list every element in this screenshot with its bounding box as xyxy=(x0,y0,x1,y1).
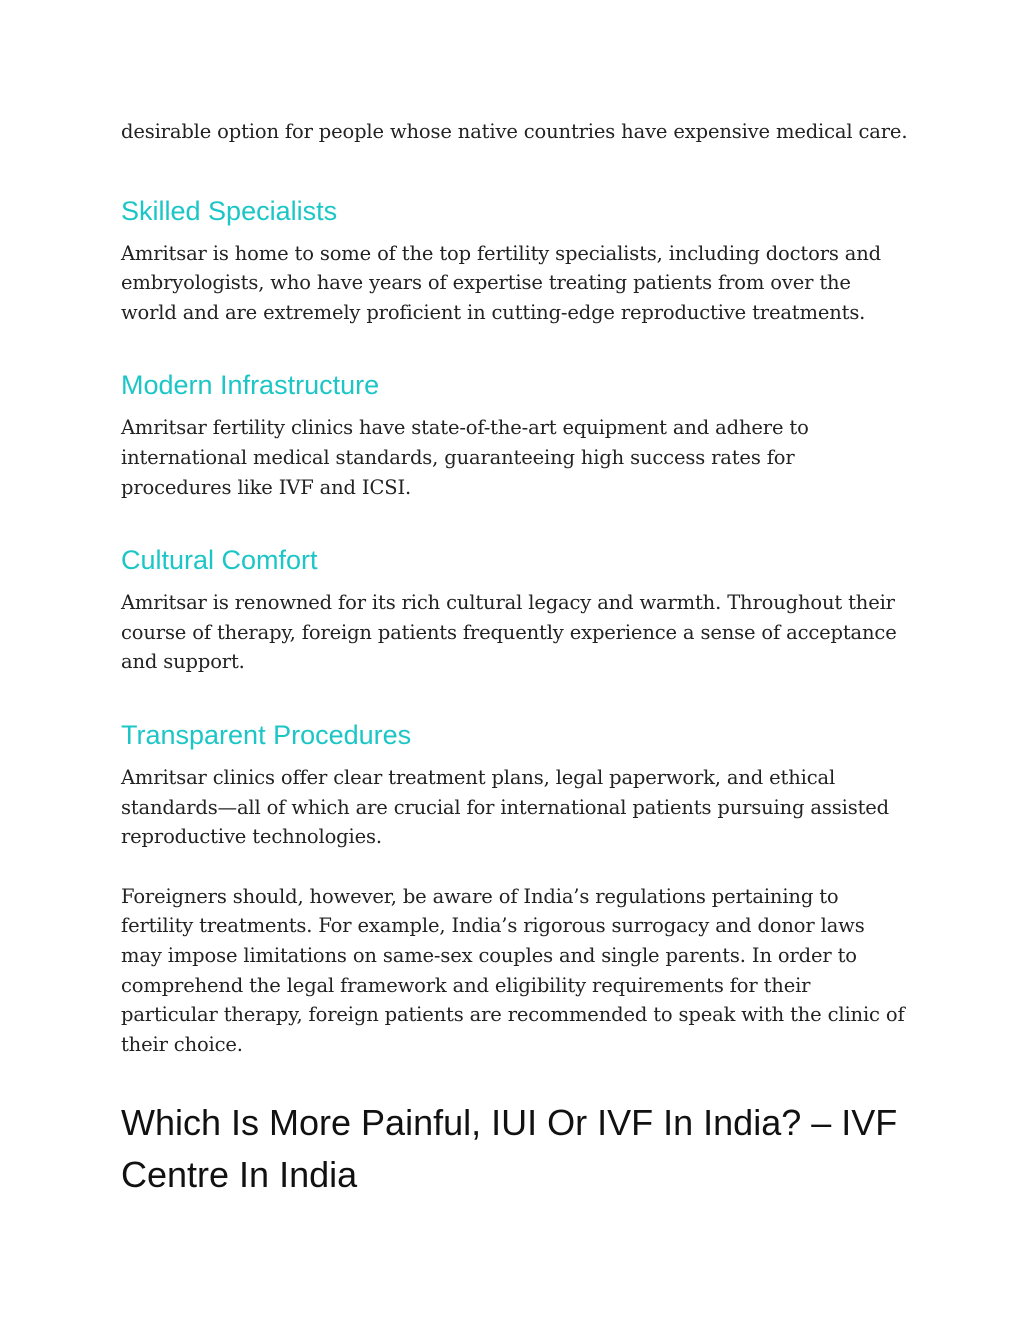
document-page xyxy=(121,117,911,1201)
section-heading-modern-infrastructure: Modern Infrastructure xyxy=(121,370,380,401)
section-heading-transparent-procedures: Transparent Procedures xyxy=(121,719,412,750)
next-article-heading: Which Is More Painful, IUI Or IVF In India? – IVF Centre In India xyxy=(121,1102,898,1196)
intro-paragraph: desirable option for people whose native countries have expensive medical care. xyxy=(121,120,908,143)
section-heading-cultural-comfort: Cultural Comfort xyxy=(121,545,318,576)
closing-paragraph: Foreigners should, however, be aware of India’s regulations pertaining to fertility treatments. For example, India’s rigorous surrogacy and donor laws may impose limitations on same-sex couples and single parents. In order to comprehend the legal framework and eligibility requirements for their particular therapy, foreign patients are recommended to speak with the clinic of their choice. xyxy=(121,884,905,1056)
section-heading-skilled-specialists: Skilled Specialists xyxy=(121,195,338,226)
section-body-transparent-procedures: Amritsar clinics offer clear treatment plans, legal paperwork, and ethical standards—all of which are crucial for international patients pursuing assisted reproductive technologies. xyxy=(121,765,889,849)
section-body-cultural-comfort: Amritsar is renowned for its rich cultural legacy and warmth. Throughout their course of therapy, foreign patients frequently experience a sense of acceptance and support. xyxy=(121,591,897,674)
section-body-skilled-specialists: Amritsar is home to some of the top fertility specialists, including doctors and embryologists, who have years of expertise treating patients from over the world and are extremely proficient in cutting-edge reproductive treatments. xyxy=(121,241,881,324)
section-body-modern-infrastructure: Amritsar fertility clinics have state-of-the-art equipment and adhere to international medical standards, guaranteeing high success rates for procedures like IVF and ICSI. xyxy=(121,416,809,499)
